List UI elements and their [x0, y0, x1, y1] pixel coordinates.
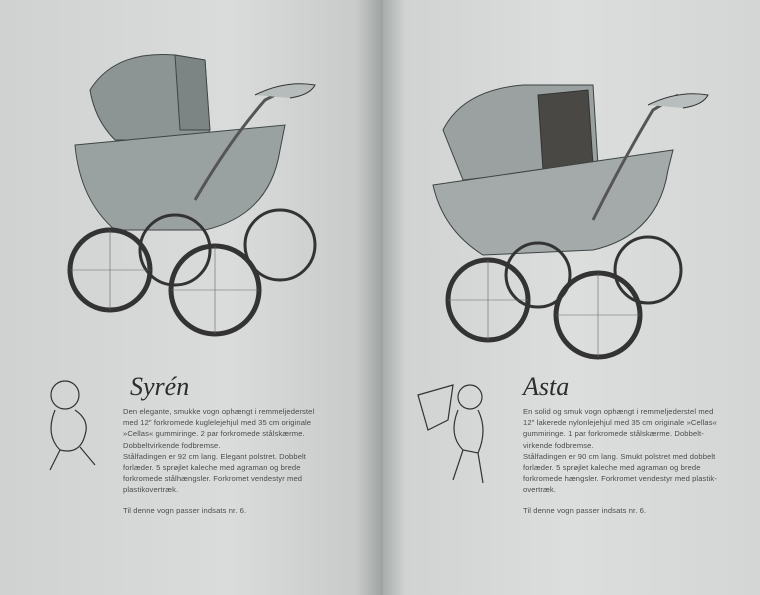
product-title-syren: Syrén [130, 372, 190, 401]
right-page [383, 0, 760, 595]
description-line: 12" lakerede nylonlejehjul med 35 cm originale »Cellas« [523, 418, 717, 428]
description-line: forlæder. 5 sprøjlet kaleche med agraman og brede [523, 463, 701, 473]
product-description-syren [123, 406, 314, 516]
description-line: »Cellas« gummiringe. 2 par forkromede stålskærme. [123, 429, 305, 439]
child-drawing-icon [408, 375, 508, 495]
insert-note: Til denne vogn passer indsats nr. 6. [123, 505, 247, 515]
description-line: Stålfadingen er 92 cm lang. Elegant polstret. Dobbelt [123, 451, 307, 461]
pram-asta-illustration [423, 70, 733, 370]
description-line: Den elegante, smukke vogn ophængt i remmeljederstel [123, 407, 315, 416]
product-description-asta [523, 406, 717, 516]
insert-note: Til denne vogn passer indsats nr. 6. [523, 505, 647, 515]
child-drawing-icon [30, 375, 120, 480]
description-line: Stålfadingen er 90 cm lang. Smukt polstret med dobbelt [523, 451, 716, 461]
description-line: virkende fodbremse. [523, 440, 594, 450]
description-line: plastikovertræk. [123, 485, 179, 495]
description-line: med 12" forkromede kuglelejehjul med 35 cm originale [123, 418, 312, 428]
description-line: forkromede stålhængsler. Forkromet vendestyr med [123, 474, 303, 484]
description-line: overtræk. [523, 485, 556, 495]
description-line: Dobbeltvirkende fodbremse. [123, 440, 221, 450]
description-line: forlæder. 5 sprøjlet kaleche med agraman og brede [123, 463, 301, 473]
description-line: forkromede hængsler. Forkromet vendestyr med plastik- [523, 474, 717, 484]
product-title-asta: Asta [523, 372, 570, 401]
description-line: En solid og smuk vogn ophængt i remmeljederstel med [523, 407, 714, 416]
description-line: gummiringe. 1 par forkromede stålskærme. Dobbelt- [523, 429, 704, 439]
pram-syren-illustration [55, 30, 355, 350]
